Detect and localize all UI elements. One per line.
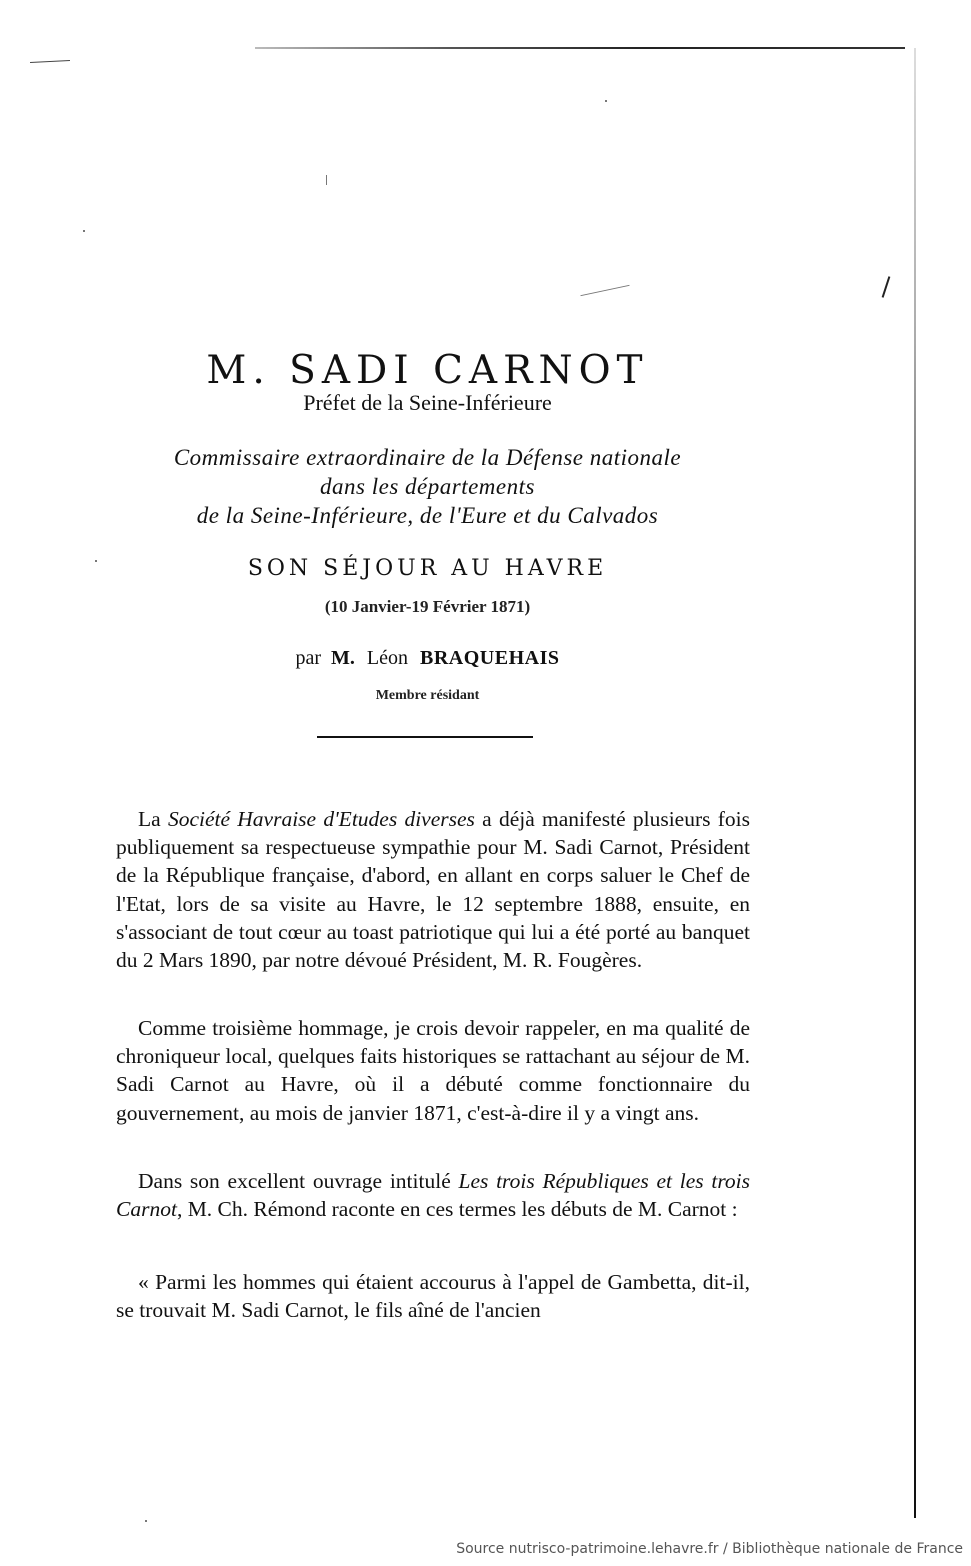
paragraph-text: « Parmi les hommes qui étaient accourus à l'appel de Gambetta, dit-il, se trouvait M. Sadi Carnot, le fils aîné de l'ancien	[116, 1270, 750, 1323]
document-subtitle: Préfet de la Seine-Inférieure	[303, 390, 552, 415]
scan-speckle	[580, 285, 629, 296]
commission-line: dans les départements	[320, 474, 535, 499]
author-surname: BRAQUEHAIS	[420, 647, 560, 669]
author-prefix: par	[295, 647, 322, 669]
scan-speckle	[326, 175, 327, 185]
paragraph-text: Dans son excellent ouvrage intitulé	[138, 1169, 459, 1193]
paragraph-text: La	[138, 807, 168, 831]
scan-speckle	[605, 100, 607, 102]
paragraph-text: a déjà manifesté plusieurs fois publiquement sa respectueuse sympathie pour M. Sadi Carnot, Président de la République française, d'abord, en allant en corps saluer le Chef de l'Etat, lors de sa visite au Havre, le 12 septembre 1888, ensuite, en s'associant de tout cœur au toast patriotique qui lui a été porté au banquet du 2 Mars 1890, par notre dévoué Président, M. R. Fougères.	[116, 807, 750, 973]
commission-block	[0, 443, 855, 530]
scan-artifact-top-border	[255, 47, 905, 49]
author-line	[0, 647, 855, 670]
paragraph-3	[116, 1167, 750, 1223]
source-attribution: Source nutrisco-patrimoine.lehavre.fr / Bibliothèque nationale de France	[456, 1541, 963, 1557]
date-range: (10 Janvier-19 Février 1871)	[324, 597, 531, 616]
paragraph-text: , M. Ch. Rémond raconte en ces termes les débuts de M. Carnot :	[176, 1197, 738, 1222]
paragraph-text: Comme troisième hommage, je crois devoir rappeler, en ma qualité de chroniqueur local, quelques faits historiques se rattachant au séjour de M. Sadi Carnot au Havre, où il a débuté comme fonctionnaire du gouvernement, au mois de janvier 1871, c'est-à-dire il y a vingt ans.	[116, 1016, 750, 1125]
author-first-name: Léon	[366, 647, 409, 669]
paragraph-1	[116, 805, 750, 974]
paragraph-4	[116, 1268, 750, 1324]
paragraph-2	[116, 1014, 750, 1127]
document-title: M. SADI CARNOT	[206, 348, 649, 394]
section-divider	[317, 736, 533, 738]
commission-line: Commissaire extraordinaire de la Défense nationale	[173, 445, 682, 470]
scan-speckle	[83, 230, 85, 232]
scan-speckle	[145, 1520, 147, 1522]
commission-line: de la Seine-Inférieure, de l'Eure et du Calvados	[196, 503, 659, 528]
scan-speckle	[882, 276, 891, 298]
scan-artifact-line	[30, 60, 70, 63]
society-name: Société Havraise d'Etudes diverses	[167, 807, 475, 831]
author-role: Membre résidant	[375, 688, 480, 703]
scan-artifact-right-border	[914, 48, 916, 1518]
section-heading: SON SÉJOUR AU HAVRE	[247, 556, 608, 581]
author-title: M.	[331, 647, 355, 669]
book-title: Les trois Républiques et les trois Carnot	[116, 1169, 750, 1222]
